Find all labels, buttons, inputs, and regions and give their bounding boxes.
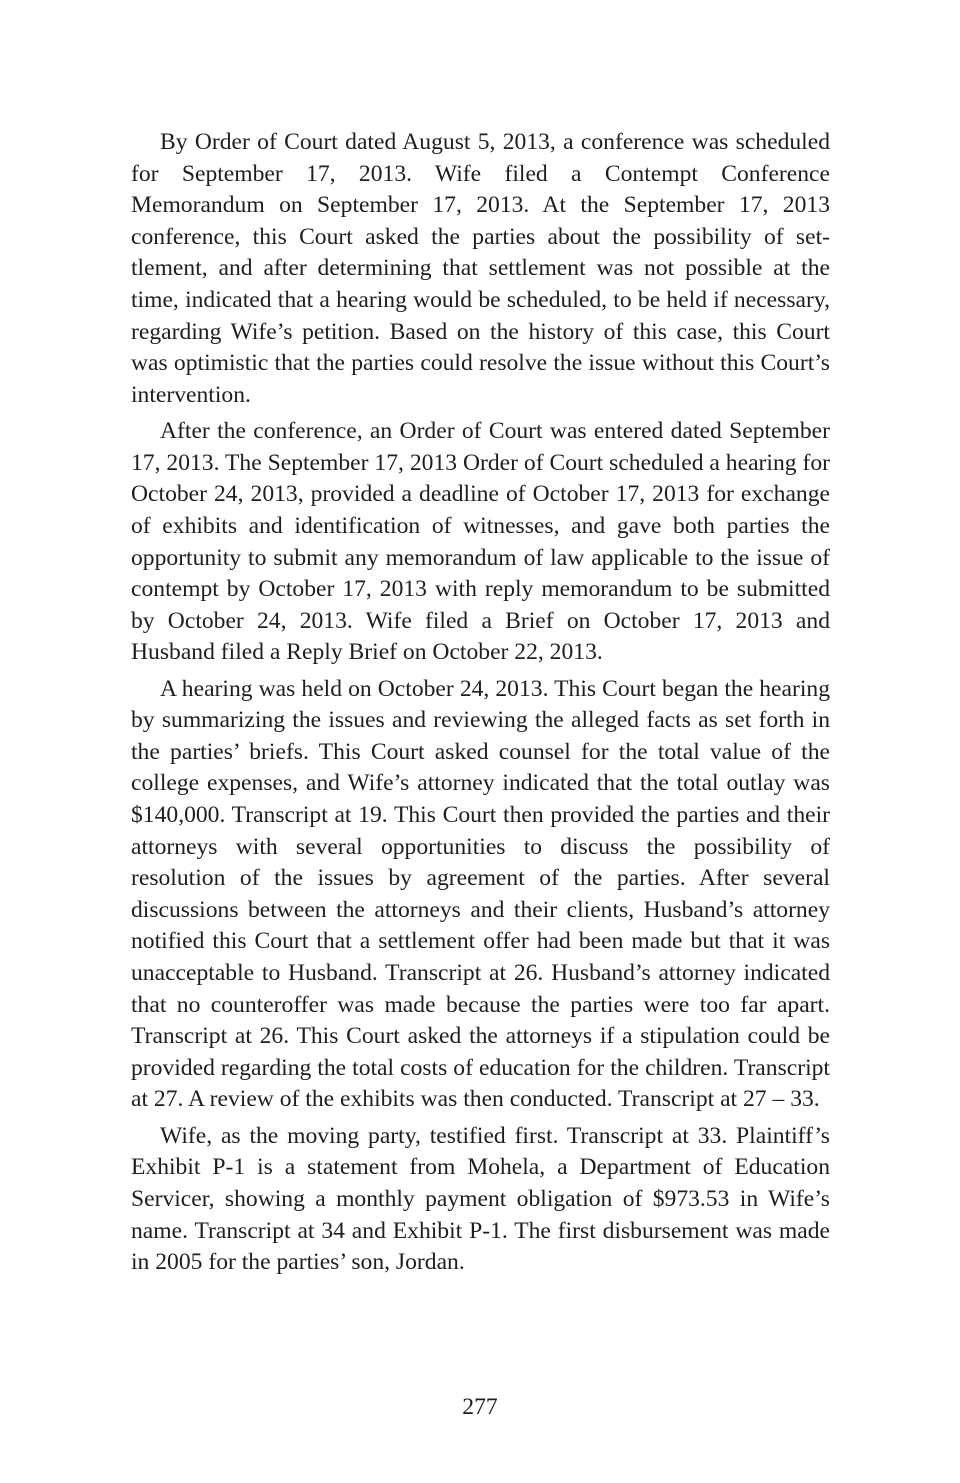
paragraph-3: A hearing was held on October 24, 2013. This Court began the hearing by summarizing the issues and reviewing the alleged facts as set forth in the parties’ briefs. This Court asked counsel for the total value of the college expenses, and Wife’s attorney indicated that the total outlay was $140,000. Transcript at 19. This Court then provided the parties and their attorneys with several opportunities to discuss the possibility of resolution of the issues by agreement of the parties. After several discussions between the attorneys and their clients, Husband’s attorney notified this Court that a settlement offer had been made but that it was unacceptable to Husband. Transcript at 26. Husband’s attorney indicated that no counteroffer was made because the parties were too far apart. Transcript at 26. This Court asked the attorneys if a stipulation could be provided regarding the total costs of education for the children. Transcript at 27. A review of the exhibits was then conducted. Transcript at 27 – 33. — [131, 675, 830, 1113]
paragraph-4: Wife, as the moving party, testified first. Transcript at 33. Plaintiff’s Exhibit P-1 is a statement from Mohela, a Department of Education Servicer, showing a monthly payment obligation of $973.53 in Wife’s name. Transcript at 34 and Exhibit P-1. The first disbursement was made in 2005 for the parties’ son, Jordan. — [131, 1122, 830, 1276]
paragraph-2: After the conference, an Order of Court was entered dated September 17, 2013. The September 17, 2013 Order of Court scheduled a hearing for October 24, 2013, provided a deadline of October 17, 2013 for exchange of exhibits and identification of witnesses, and gave both parties the opportunity to submit any memorandum of law applicable to the issue of contempt by October 17, 2013 with reply memorandum to be submitted by October 24, 2013. Wife filed a Brief on October 17, 2013 and Husband filed a Reply Brief on October 22, 2013. — [131, 418, 830, 666]
page-number: 277 — [462, 1394, 498, 1420]
body-text — [131, 127, 830, 1284]
paragraph-1: By Order of Court dated August 5, 2013, a conference was scheduled for September 17, 2013. Wife filed a Contempt Conference Memorandum on September 17, 2013. At the September 17, 2013 conference, this Court asked the parties about the possibility of settlement, and after determining that settlement was not possible at the time, indicated that a hearing would be scheduled, to be held if necessary, regarding Wife’s petition. Based on the history of this case, this Court was optimistic that the parties could resolve the issue without this Court’s intervention. — [131, 129, 830, 408]
